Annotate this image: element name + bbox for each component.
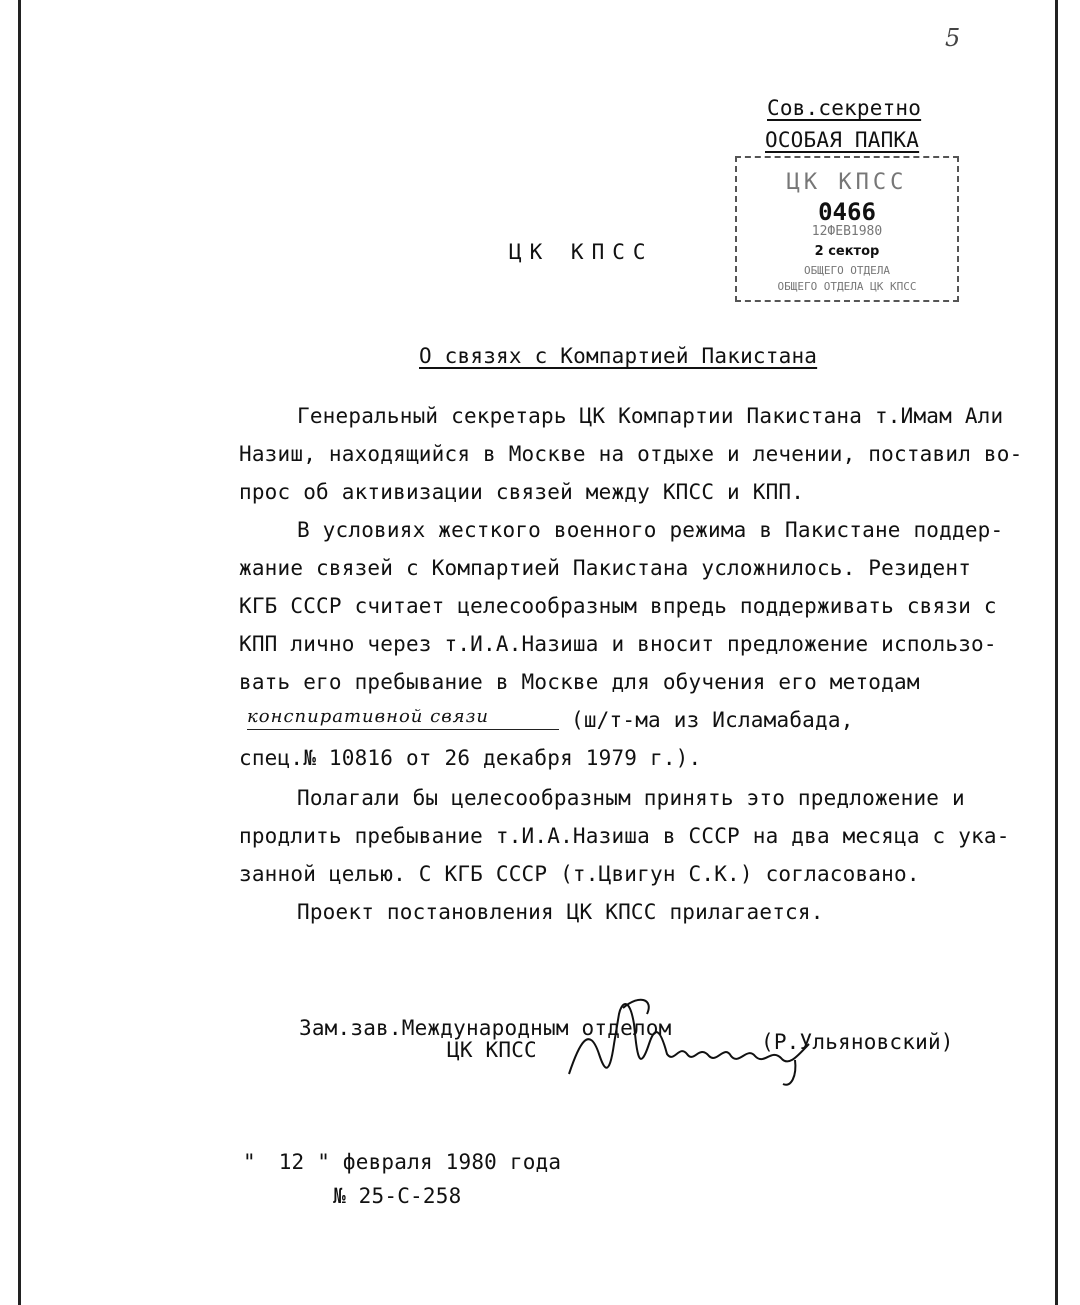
- body-line: Проект постановления ЦК КПСС прилагается.: [297, 900, 824, 924]
- page-number: 5: [945, 24, 962, 52]
- stamp-org: ЦК КПСС: [786, 170, 908, 195]
- body-line: Полагали бы целесообразным принять это предложение и: [297, 786, 965, 810]
- addressee: ЦК КПСС: [509, 240, 654, 264]
- signatory-name: (Р.Ульяновский): [761, 1030, 954, 1054]
- stamp-bottom-line2: ОБЩЕГО ОТДЕЛА ЦК КПСС: [777, 280, 917, 293]
- body-line: прос об активизации связей между КПСС и КПП.: [239, 480, 805, 504]
- handwritten-insert: конспиративной связи: [247, 706, 559, 730]
- secrecy-label: Сов.секретно: [767, 96, 922, 120]
- registration-number: № 25-С-258: [333, 1184, 462, 1208]
- body-line: Назиш, находящийся в Москве на отдыхе и лечении, поставил во-: [239, 442, 1023, 466]
- date-line: [243, 1150, 561, 1174]
- body-line: продлить пребывание т.И.А.Назиша в СССР на два месяца с ука-: [239, 824, 1010, 848]
- body-line: вать его пребывание в Москве для обучения его методам: [239, 670, 920, 694]
- registration-stamp: [735, 156, 959, 302]
- special-folder-label: ОСОБАЯ ПАПКА: [765, 128, 920, 152]
- stamp-bottom-line1: ОБЩЕГО ОТДЕЛА: [803, 264, 891, 277]
- signatory-title: Зам.зав.Международным отделом: [299, 1016, 672, 1040]
- stamp-number: 0466: [818, 198, 876, 226]
- body-line: занной целью. С КГБ СССР (т.Цвигун С.К.) согласовано.: [239, 862, 920, 886]
- date-text: февраля 1980 года: [342, 1150, 562, 1174]
- body-line: КГБ СССР считает целесообразным впредь поддерживать связи с: [239, 594, 997, 618]
- body-line: Генеральный секретарь ЦК Компартии Пакистана т.Имам Али: [297, 404, 1004, 428]
- subject-heading: О связях с Компартией Пакистана: [419, 344, 818, 368]
- date-day: 12: [278, 1150, 305, 1174]
- body-line: КПП лично через т.И.А.Назиша и вносит предложение использо-: [239, 632, 997, 656]
- stamp-sector: 2 сектор: [814, 244, 880, 259]
- signatory-department: ЦК КПСС: [447, 1038, 537, 1062]
- date-close-quote: ": [317, 1150, 331, 1174]
- body-line: В условиях жесткого военного режима в Пакистане поддер-: [297, 518, 1004, 542]
- body-line: спец.№ 10816 от 26 декабря 1979 г.).: [239, 746, 702, 770]
- document-page: [18, 0, 1058, 1305]
- stamp-date: 12ФЕВ1980: [811, 224, 883, 239]
- date-open-quote: ": [243, 1150, 256, 1174]
- body-line: (ш/т-ма из Исламабада,: [571, 708, 854, 732]
- body-line: жание связей с Компартией Пакистана усложнилось. Резидент: [239, 556, 972, 580]
